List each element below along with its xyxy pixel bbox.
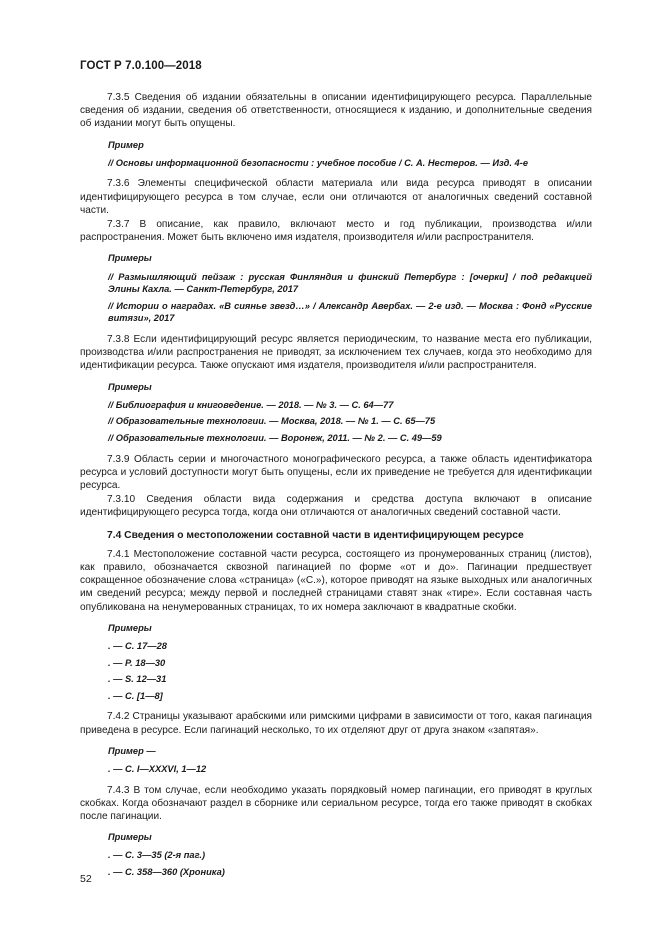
example-line: . — С. 3—35 (2-я паг.) (108, 850, 206, 861)
section-heading-7-4: 7.4 Сведения о местоположении составной части в идентифицирующем ресурсе (107, 529, 524, 541)
example-label: Примеры (108, 622, 152, 633)
paragraph-7-4-1: 7.4.1 Местоположение составной части ресурса, состоящего из пронумерованных страниц (листов), как правило, обозначается сквозной пагинацией по форме «от и до». Пагинации предшествует сокращенное обозначение слова «страница» («С.»), которое приводят на языке выходных или аналогичных им сведений ресурса; между первой и последней страницами ставят знак «тире». Если составная часть опубликована на ненумерованных страницах, то их номера заключают в квадратные скобки. (80, 548, 592, 613)
paragraph-7-4-3: 7.4.3 В том случае, если необходимо указать порядковый номер пагинации, его приводят в круглых скобках. Когда обозначают раздел в сборнике или сериальном ресурсе, тогда его также приводят в скобках после пагинации. (80, 784, 592, 823)
example-label: Пример (108, 139, 144, 150)
example-label: Примеры (108, 832, 152, 843)
example-line: // Размышляющий пейзаж : русская Финляндия и финский Петербург : [очерки] / под редакцией Элины Кахла. — Санкт-Петербург, 2017 (108, 271, 592, 295)
page-number: 52 (80, 873, 92, 885)
example-line: // Библиография и книговедение. — 2018. — № 3. — С. 64—77 (108, 399, 394, 410)
example-label: Пример — (108, 745, 156, 756)
example-label: Примеры (108, 253, 152, 264)
example-line: . — S. 12—31 (108, 674, 167, 685)
example-line: // Основы информационной безопасности : учебное пособие / С. А. Нестеров. — Изд. 4-е (108, 157, 528, 168)
paragraph-7-3-10: 7.3.10 Сведения области вида содержания и средства доступа включают в описание идентифицирующего ресурса тогда, когда они отличаются от аналогичных сведений составной части. (80, 494, 592, 519)
example-label: Примеры (108, 381, 152, 392)
example-line: // Образовательные технологии. — Москва, 2018. — № 1. — С. 65—75 (108, 416, 436, 427)
paragraph-7-3-8: 7.3.8 Если идентифицирующий ресурс является периодическим, то название места его публикации, производства и/или распространения не приводят, за исключением тех случаев, когда это необходимо для идентификации ресурса. Также опускают имя издателя, производителя и/или распространителя. (80, 334, 592, 372)
example-line: . — С. 17—28 (108, 641, 167, 652)
paragraph-7-3-5: 7.3.5 Сведения об издании обязательны в описании идентифицирующего ресурса. Параллельные сведения об издании, сведения об ответственности, относящиеся к изданию, и дополнительные сведения об издании могут быть опущены. (80, 92, 592, 130)
example-line: . — С. 358—360 (Хроника) (108, 867, 225, 878)
paragraph-7-3-6: 7.3.6 Элементы специфической области материала или вида ресурса приводят в описании идентифицирующего ресурса в том случае, если они отличаются от аналогичных сведений составной части. (80, 178, 592, 216)
example-line: // Образовательные технологии. — Воронеж, 2011. — № 2. — С. 49—59 (108, 433, 442, 443)
example-line: . — С. [1—8] (108, 690, 163, 701)
paragraph-7-3-9: 7.3.9 Область серии и многочастного монографического ресурса, а также область идентификатора ресурса и условий доступности могут быть опущены, если их приведение не требуется для идентификации ресурса. (80, 453, 592, 491)
document-header: ГОСТ Р 7.0.100—2018 (80, 60, 202, 72)
document-body (80, 91, 592, 887)
example-line: // Истории о наградах. «В сиянье звезд…» / Александр Авербах. — 2-е изд. — Москва : Фонд «Русские витязи», 2017 (108, 300, 592, 324)
example-line: . — Р. 18—30 (108, 657, 166, 668)
paragraph-7-3-7: 7.3.7 В описание, как правило, включают место и год публикации, производства и/или распространения. Может быть включено имя издателя, производителя и/или распространителя. (80, 219, 592, 244)
paragraph-7-4-2: 7.4.2 Страницы указывают арабскими или римскими цифрами в зависимости от того, какая пагинация приведена в ресурсе. Если пагинаций несколько, то их отделяют друг от друга знаком «запятая». (80, 711, 592, 736)
example-line: . — С. I—XXXVI, 1—12 (108, 764, 207, 775)
